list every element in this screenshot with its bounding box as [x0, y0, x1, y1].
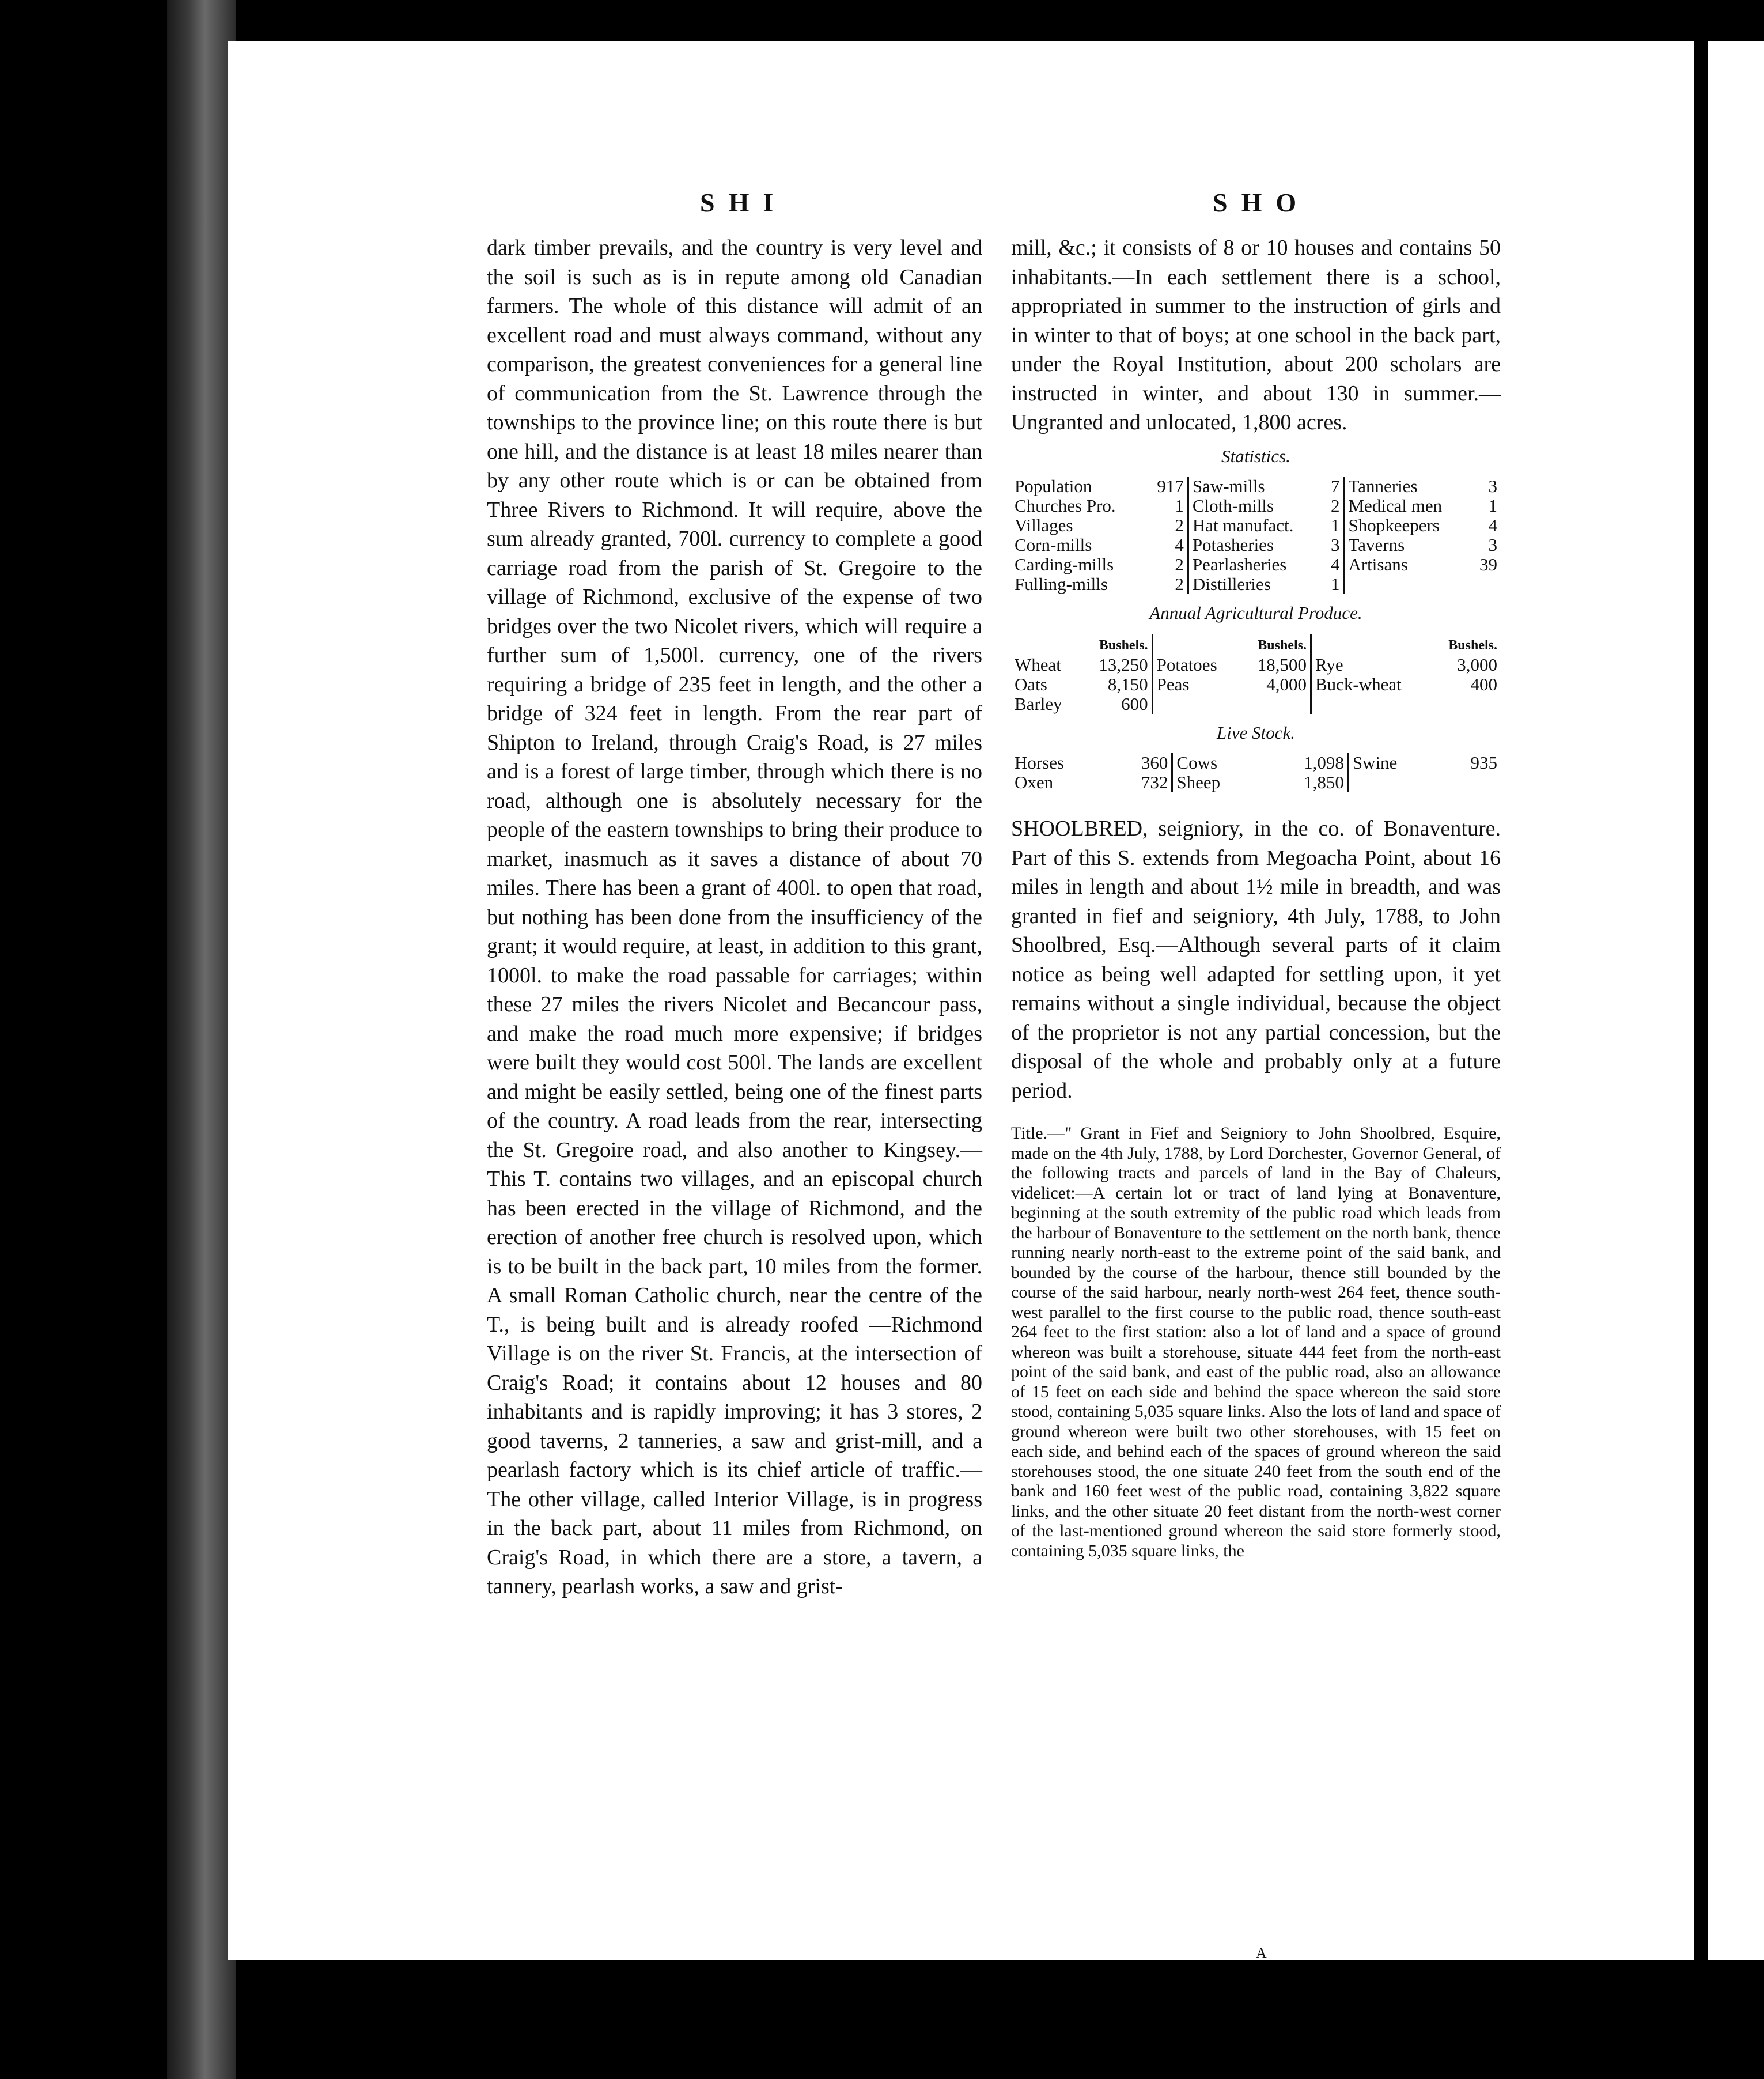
statistics-cell: Medical men: [1348, 496, 1443, 516]
statistics-cell: 1: [1488, 496, 1497, 516]
statistics-cell: 1: [1323, 516, 1344, 535]
statistics-cell: Carding-mills: [1015, 554, 1114, 574]
produce-cell: Peas: [1156, 674, 1190, 694]
statistics-cell: 3: [1488, 535, 1497, 555]
statistics-cell: Villages: [1015, 515, 1073, 535]
livestock-caption: Live Stock.: [1216, 722, 1295, 743]
livestock-cell: Sheep: [1176, 772, 1221, 792]
page-footer-mark: A: [1256, 1945, 1267, 1961]
produce-cell: 13,250: [1080, 655, 1152, 675]
produce-cell: Potatoes: [1156, 654, 1217, 675]
left-column-text: dark timber prevails, and the country is very level and the soil is such as is in repute among old Canadian farmers. The whole of this distance will admit of an excellent road and must always command, without any comparison, the greatest conveniences for a general line of communication from the St. Lawrence through the townships to the province line; on this route there is but one hill, and the distance is at least 18 miles nearer than by any other route which is or can be obtained from Three Rivers to Richmond. It will require, above the sum already granted, 700l. currency to complete a good carriage road from the parish of St. Gregoire to the village of Richmond, exclusive of the expense of two bridges over the two Nicolet rivers, which will require a further sum of 1,500l. currency, one of the rivers requiring a bridge of 235 feet in length, and the other a bridge of 324 feet in length. From the rear part of Shipton to Ireland, through Craig's Road, is 27 miles and is a forest of large timber, through which there is no road, although one is absolutely necessary for the people of the eastern townships to bring their produce to market, inasmuch as it saves a distance of about 70 miles. There has been a grant of 400l. to open that road, but nothing has been done from the insufficiency of the grant; it would require, at least, in addition to this grant, 1000l. to make the road passable for carriages; within these 27 miles the rivers Nicolet and Becancour pass, and make the road much more expensive; if bridges were built they would cost 500l. The lands are excellent and might be easily settled, being one of the finest parts of the country. A road leads from the rear, intersecting the St. Gregoire road, and also another to Kingsey.—This T. contains two villages, and an episcopal church has been erected in the village of Richmond, and the erection of another free church is resolved upon, which is to be built in the back part, 10 miles from the former. A small Roman Catholic church, near the centre of the T., is being built and is already roofed —Richmond Village is on the river St. Francis, at the intersection of Craig's Road; it contains about 12 houses and 80 inhabitants and is rapidly improving; it has 3 stores, 2 good taverns, 2 tanneries, a saw and grist-mill, and a pearlash factory which is its chief article of traffic.—The other village, called Interior Village, is in progress in the back part, about 11 miles from Richmond, on Craig's Road, in which there are a store, a tavern, a tannery, pearlash works, a saw and grist-: [487, 236, 982, 1598]
statistics-row: [1011, 574, 1501, 594]
livestock-table: [1011, 753, 1501, 792]
facing-page-edge: [1708, 41, 1764, 1960]
statistics-cell: Shopkeepers: [1348, 515, 1440, 535]
statistics-cell: 1: [1145, 496, 1188, 516]
statistics-cell: 2: [1145, 555, 1188, 574]
book-spine: [167, 0, 236, 2079]
statistics-cell: Taverns: [1348, 535, 1405, 555]
statistics-cell: 917: [1145, 477, 1188, 496]
statistics-cell: Cloth-mills: [1192, 496, 1274, 516]
livestock-cell: 732: [1111, 773, 1172, 792]
statistics-cell: Hat manufact.: [1192, 515, 1294, 535]
produce-caption: Annual Agricultural Produce.: [1149, 603, 1362, 623]
statistics-cell: 2: [1145, 574, 1188, 594]
livestock-row: [1011, 753, 1501, 773]
left-column: [487, 233, 982, 1601]
right-column: [1011, 233, 1501, 1561]
produce-cell: 18,500: [1239, 655, 1311, 675]
statistics-cell: Pearlasheries: [1192, 554, 1287, 574]
statistics-cell: 1: [1323, 574, 1344, 594]
statistics-cell: Saw-mills: [1192, 476, 1265, 496]
produce-cell: 600: [1080, 694, 1152, 714]
produce-unit: Bushels.: [1448, 637, 1497, 653]
statistics-table: [1011, 477, 1501, 594]
statistics-cell: 4: [1488, 515, 1497, 535]
livestock-cell: [1441, 773, 1501, 792]
statistics-cell: 4: [1323, 555, 1344, 574]
produce-cell: Rye: [1315, 654, 1343, 675]
produce-cell: Wheat: [1015, 654, 1061, 675]
produce-cell: Buck-wheat: [1315, 674, 1402, 694]
produce-row: [1011, 675, 1501, 694]
produce-cell: 8,150: [1080, 675, 1152, 694]
livestock-cell: Swine: [1352, 753, 1398, 773]
produce-cell: Oats: [1015, 674, 1047, 694]
statistics-caption: Statistics.: [1221, 445, 1290, 466]
statistics-row: [1011, 535, 1501, 555]
livestock-row: [1011, 773, 1501, 792]
produce-cell: [1311, 694, 1430, 714]
statistics-row: [1011, 496, 1501, 516]
livestock-cell: 1,098: [1263, 753, 1348, 773]
statistics-row: [1011, 477, 1501, 496]
livestock-cell: 1,850: [1263, 773, 1348, 792]
statistics-row: [1011, 555, 1501, 574]
statistics-cell: Fulling-mills: [1015, 574, 1108, 594]
produce-cell: Barley: [1015, 693, 1062, 714]
livestock-cell: Cows: [1176, 753, 1218, 773]
statistics-cell: 3: [1323, 535, 1344, 555]
right-column-intro: mill, &c.; it consists of 8 or 10 houses and contains 50 inhabitants.—In each settlement there is a school, appropriated in summer to the instruction of girls and in winter to that of boys; at one school in the back part, under the Royal Institution, about 200 scholars are instructed in winter, and about 130 in summer.—Ungranted and unlocated, 1,800 acres.: [1011, 236, 1501, 434]
statistics-cell: 7: [1323, 477, 1344, 496]
shoolbred-entry: SHOOLBRED, seigniory, in the co. of Bonaventure. Part of this S. extends from Megoacha Point, about 16 miles in length and about 1½ mile in breadth, and was granted in fief and seigniory, 4th July, 1788, to John Shoolbred, Esq.—Although several parts of it claim notice as being well adapted for settling upon, it yet remains without a single individual, because the object of the proprietor is not any partial concession, but the disposal of the whole and probably only at a future period.: [1011, 817, 1501, 1103]
produce-cell: 400: [1470, 674, 1497, 694]
running-header-right: SHO: [1213, 188, 1311, 217]
statistics-cell: 3: [1488, 476, 1497, 496]
title-grant-text: Title.—" Grant in Fief and Seigniory to John Shoolbred, Esquire, made on the 4th July, 1788, by Lord Dorchester, Governor General, of the following tracts and parcels of land in the Bay of Chaleurs, videlicet:—A certain lot or tract of land lying at Bonaventure, beginning at the south extremity of the public road which leads from the harbour of Bonaventure to the settlement on the north bank, thence running nearly north-east to the extreme point of the said bank, and bounded by the course of the harbour, thence still bounded by the course of the said harbour, nearly north-west 264 feet, thence south-west parallel to the first course to the public road, thence south-east 264 feet to the first station: also a lot of land and a space of ground whereon was built a storehouse, situate 444 feet from the north-east point of the said bank, and east of the public road, also an allowance of 15 feet on each side and behind the space whereon the said store stood, containing 5,035 square links. Also the lots of land and space of ground whereon were built two other storehouses, with 15 feet on each side, and behind each of the spaces of ground whereon the said storehouses stood, the one situate 240 feet from the south end of the bank and 160 feet west of the public road, containing 3,822 square links, and the other situate 20 feet distant from the north-west corner of the last-mentioned ground whereon the said store formerly stood, containing 5,035 square links, the: [1011, 1124, 1501, 1560]
statistics-cell: 2: [1323, 496, 1344, 516]
statistics-cell: Artisans: [1348, 554, 1408, 574]
statistics-cell: Potasheries: [1192, 535, 1274, 555]
statistics-cell: 4: [1145, 535, 1188, 555]
produce-cell: [1152, 694, 1239, 714]
produce-cell: 3,000: [1457, 654, 1497, 675]
livestock-cell: [1348, 773, 1441, 792]
produce-cell: [1430, 694, 1501, 714]
statistics-row: [1011, 516, 1501, 535]
statistics-cell: 2: [1145, 516, 1188, 535]
running-header-left: SHI: [700, 188, 788, 217]
livestock-cell: 360: [1111, 753, 1172, 773]
statistics-cell: [1470, 574, 1501, 594]
produce-unit: Bushels.: [1099, 637, 1148, 653]
produce-cell: [1239, 694, 1311, 714]
statistics-cell: [1344, 574, 1470, 594]
produce-row: [1011, 694, 1501, 714]
livestock-cell: 935: [1470, 753, 1497, 773]
produce-cell: 4,000: [1239, 675, 1311, 694]
produce-unit: Bushels.: [1258, 637, 1307, 653]
produce-row: [1011, 655, 1501, 675]
statistics-cell: Corn-mills: [1015, 535, 1092, 555]
produce-table: [1011, 634, 1501, 714]
livestock-cell: Horses: [1015, 753, 1065, 773]
statistics-cell: Tanneries: [1348, 476, 1418, 496]
statistics-cell: Distilleries: [1192, 574, 1271, 594]
statistics-cell: Churches Pro.: [1015, 496, 1116, 516]
statistics-cell: 39: [1479, 554, 1497, 574]
statistics-cell: Population: [1015, 476, 1092, 496]
livestock-cell: Oxen: [1015, 772, 1054, 792]
